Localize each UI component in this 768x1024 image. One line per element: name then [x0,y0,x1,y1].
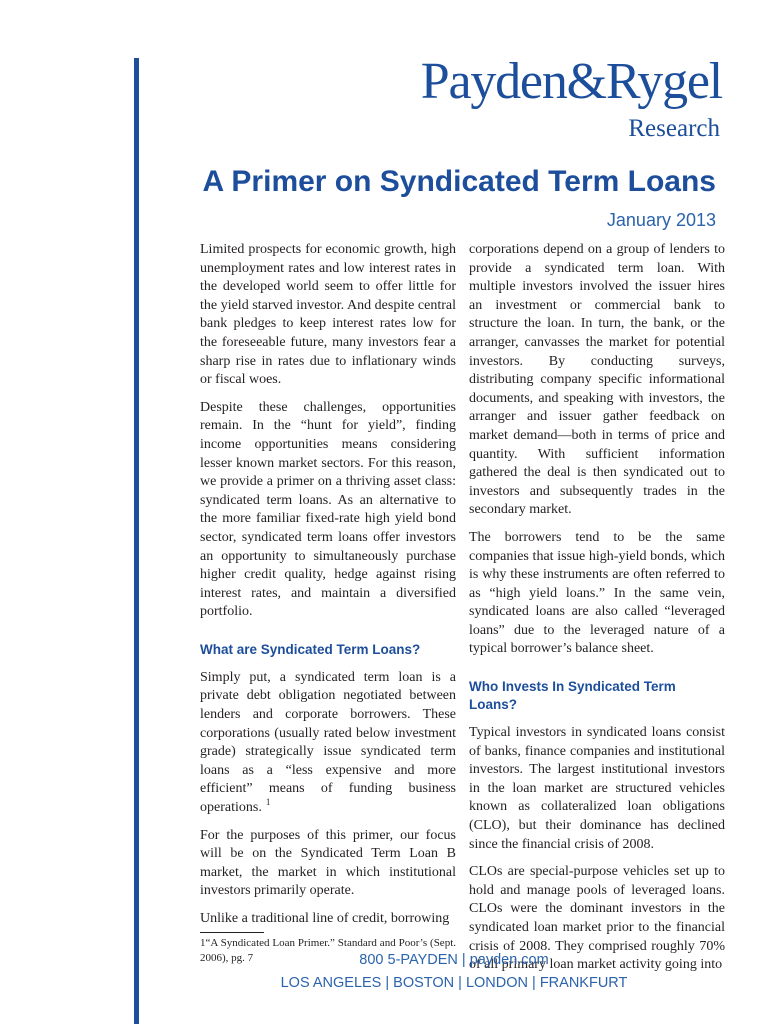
footnote-divider [200,932,264,933]
definition-text: Simply put, a syndicated term loan is a private debt obligation negotiated between lenders and corporate borrowers. These corporations (usually rated below investment grade) strategically issue syndicated term loans as a “less expensive and more efficient” means of funding business operations. [200,669,456,816]
document-date: January 2013 [606,210,716,230]
brand-subtitle: Research [628,115,720,142]
footnote-reference: 1 [265,797,271,808]
brand-header [421,52,722,144]
body-paragraph-3: Typical investors in syndicated loans consist of banks, finance companies and institutional investors. The largest institutional investors in the loan market are structured vehicles known as collateralized loan obligations (CLO), but their dominance has declined since the financial crisis of 2008. [469,725,725,852]
right-text-column [469,241,725,984]
definition-paragraph-3: Unlike a traditional line of credit, borrowing [200,911,450,926]
left-text-column [200,241,456,966]
footer-contact: 800 5-PAYDEN | payden.com [359,952,549,968]
intro-paragraph-1: Limited prospects for economic growth, high unemployment rates and low interest rates in the developed world seem to offer little for the yield starved investor. And despite central bank pledges to keep interest rates low for the foreseeable future, many investors fear a sharp rise in rates due to inflationary winds or fiscal woes. [200,242,456,388]
body-paragraph-2: The borrowers tend to be the same companies that issue high-yield bonds, which is why these instruments are often referred to as “high yield loans.” In the same vein, syndicated loans are also called “leveraged loans” due to the leveraged nature of a typical borrower’s balance sheet. [469,529,725,657]
section-heading-what-are: What are Syndicated Term Loans? [200,641,421,657]
intro-paragraph-2: Despite these challenges, opportunities remain. In the “hunt for yield”, finding income opportunities means considering lesser known market sectors. For this reason, we provide a primer on a thriving asset class: syndicated term loans. As an alternative to the more familiar fixed-rate high yield bond sector, syndicated term loans offer investors an opportunity to simultaneously purchase higher credit quality, hedge against rising interest rates, and maintain a diversified portfolio. [200,399,456,620]
document-title: A Primer on Syndicated Term Loans [202,165,716,198]
footnote: 1“A Syndicated Loan Primer.” Standard and Poor’s (Sept. 2006), pg. 7 [200,936,456,964]
definition-paragraph-1 [200,669,456,818]
brand-logo-text: Payden&Rygel [420,53,722,110]
body-paragraph-1: corporations depend on a group of lenders to provide a syndicated term loan. With multiple investors involved the issuer hires an investment or commercial bank to structure the loan. In turn, the bank, or the arranger, canvasses the market for potential investors. By conducting surveys, distributing company specific informational documents, and speaking with investors, the arranger and issuer gather feedback on market demand—both in terms of price and quantity. With sufficient information gathered the deal is then syndicated out to investors and subsequently trades in the secondary market. [469,242,725,518]
section-heading-who-invests: Who Invests In Syndicated Term Loans? [469,679,676,713]
left-accent-rule [134,58,139,1024]
footer-offices: LOS ANGELES | BOSTON | LONDON | FRANKFURT [280,975,628,991]
definition-paragraph-2: For the purposes of this primer, our focus will be on the Syndicated Term Loan B market, the market in which institutional investors primarily operate. [200,827,456,899]
body-paragraph-4: CLOs are special-purpose vehicles set up to hold and manage pools of leveraged loans. CLOs were the dominant investors in the syndicated loan market prior to the financial crisis of 2008. They comprised roughly 70% of all primary loan market activity going into [469,864,725,973]
